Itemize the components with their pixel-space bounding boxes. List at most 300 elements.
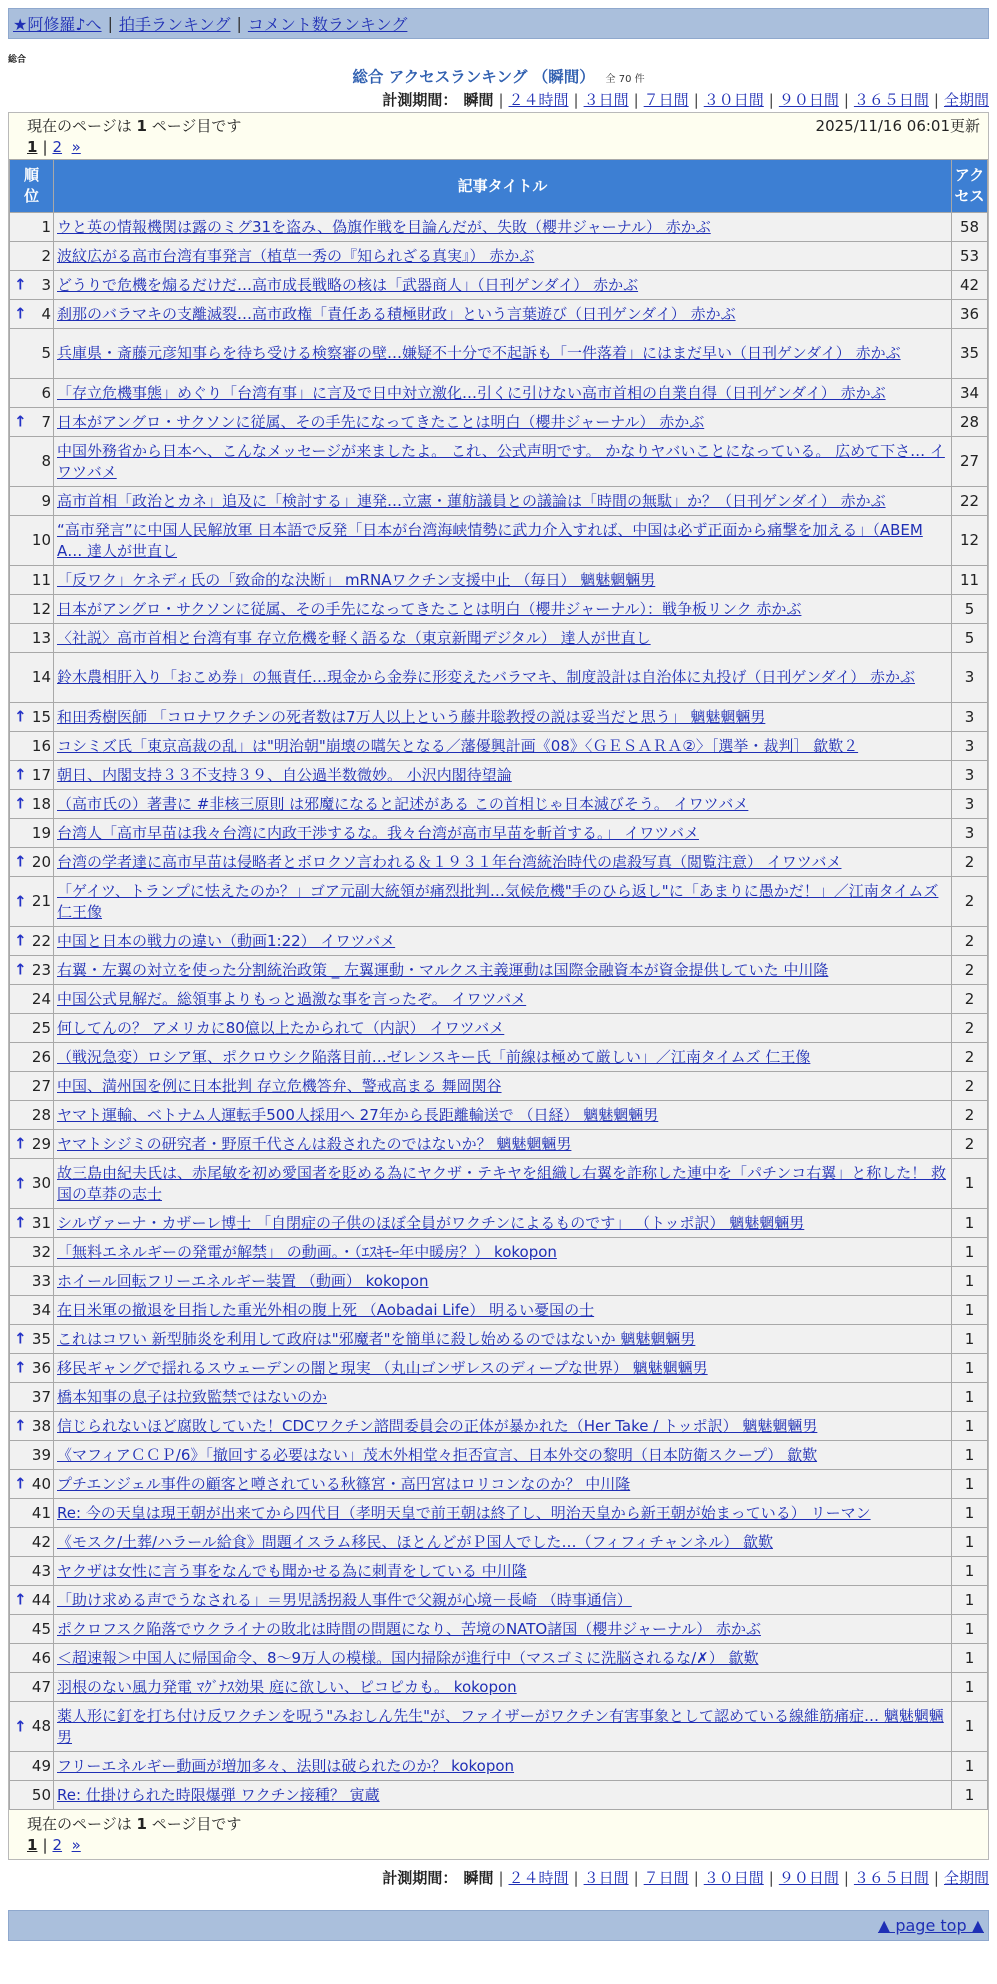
title-cell	[54, 1499, 952, 1528]
table-row	[10, 790, 988, 819]
period-separator: |	[843, 91, 849, 109]
rank-up-arrow-icon: ↑	[14, 275, 27, 294]
article-title-link[interactable]: 台湾人「高市早苗は我々台湾に内政干渉するな。我々台湾が高市早苗を斬首する。」 イワツバメ	[57, 823, 699, 842]
period-link[interactable]: ２４時間	[508, 91, 569, 109]
rank-cell	[10, 1209, 54, 1238]
title-cell	[54, 1383, 952, 1412]
article-title-link[interactable]: 中国、満州国を例に日本批判 存立危機答弁、警戒高まる 舞岡関谷	[57, 1076, 502, 1095]
period-label: 計測期間：	[382, 91, 458, 109]
title-cell	[54, 624, 952, 653]
title-cell	[54, 329, 952, 379]
article-title-link[interactable]: 「反ワク」ケネディ氏の「致命的な決断」 mRNAワクチン支援中止 （毎日） 魑魅魍魎男	[57, 570, 656, 589]
rank-up-arrow-icon: ↑	[14, 765, 27, 784]
table-row	[10, 1383, 988, 1412]
title-cell	[54, 595, 952, 624]
article-title-link[interactable]: 中国公式見解だ。総領事よりもっと過激な事を言ったぞ。 イワツバメ	[57, 989, 527, 1008]
access-count: 1	[952, 1296, 988, 1325]
rank-number: 35	[31, 1329, 51, 1348]
table-row	[10, 1267, 988, 1296]
article-title-link[interactable]: 中国と日本の戦力の違い（動画1:22） イワツバメ	[57, 931, 396, 950]
title-cell	[54, 1673, 952, 1702]
access-count: 1	[952, 1412, 988, 1441]
period-selector	[8, 88, 989, 112]
rank-up-arrow-icon: ↑	[14, 1134, 27, 1153]
article-title-link[interactable]: 何してんの？ アメリカに80億以上たかられて（内訳） イワツバメ	[57, 1018, 505, 1037]
rank-cell	[10, 1130, 54, 1159]
title-cell	[54, 956, 952, 985]
article-title-link[interactable]: シルヴァーナ・カザーレ博士 「自閉症の子供のほぼ全員がワクチンによるものです」 （トッポ訳） 魑魅魍魎男	[57, 1213, 805, 1232]
rank-number: 43	[31, 1561, 51, 1580]
access-count: 2	[952, 1043, 988, 1072]
next-page-link[interactable]: »	[71, 1836, 81, 1854]
title-cell	[54, 1130, 952, 1159]
rank-cell	[10, 1673, 54, 1702]
rank-cell	[10, 1267, 54, 1296]
rank-cell	[10, 985, 54, 1014]
rank-cell	[10, 1072, 54, 1101]
rank-cell	[10, 300, 54, 329]
rank-up-arrow-icon: ↑	[14, 892, 27, 910]
access-column-header: アクセス	[952, 160, 988, 213]
article-title-link[interactable]: 波紋広がる高市台湾有事発言（植草一秀の『知られざる真実』） 赤かぶ	[57, 246, 535, 265]
rank-cell	[10, 1043, 54, 1072]
article-title-link[interactable]: Re: 今の天皇は現王朝が出来てから四代目（孝明天皇で前王朝は終了し、明治天皇から新王朝が始まっている） リーマン	[57, 1503, 871, 1522]
rank-number: 15	[31, 707, 51, 726]
table-row	[10, 819, 988, 848]
period-link[interactable]: ３０日間	[703, 1869, 764, 1887]
table-row	[10, 1644, 988, 1673]
article-title-link[interactable]: 高市首相「政治とカネ」追及に「検討する」連発…立憲・蓮舫議員との議論は「時間の無駄」か？（日刊ゲンダイ） 赤かぶ	[57, 491, 886, 510]
title-cell	[54, 1557, 952, 1586]
table-row	[10, 1325, 988, 1354]
access-count: 1	[952, 1238, 988, 1267]
rank-up-arrow-icon: ↑	[14, 1590, 27, 1609]
rank-cell	[10, 761, 54, 790]
rank-cell	[10, 1325, 54, 1354]
access-count: 1	[952, 1325, 988, 1354]
article-title-link[interactable]: ウと英の情報機関は露のミグ31を盗み、偽旗作戦を目論んだが、失敗（櫻井ジャーナル） 赤かぶ	[57, 217, 711, 236]
clap-ranking-link[interactable]: 拍手ランキング	[118, 15, 231, 34]
period-selector-bottom	[8, 1866, 989, 1890]
access-count: 2	[952, 1101, 988, 1130]
rank-number: 2	[41, 246, 51, 265]
period-link[interactable]: ７日間	[643, 91, 689, 109]
page-1-current: 1	[27, 1836, 38, 1854]
access-count: 35	[952, 329, 988, 379]
pagination	[9, 137, 988, 159]
title-cell	[54, 1072, 952, 1101]
title-cell	[54, 300, 952, 329]
title-cell	[54, 1043, 952, 1072]
table-row	[10, 1238, 988, 1267]
access-count: 58	[952, 213, 988, 242]
access-count: 2	[952, 985, 988, 1014]
title-cell	[54, 1752, 952, 1781]
access-count: 1	[952, 1159, 988, 1209]
rank-up-arrow-icon: ↑	[14, 931, 27, 950]
article-title-link[interactable]: 薬人形に釘を打ち付け反ワクチンを呪う"みおしん先生"が、ファイザーがワクチン有害事象として認めている線維筋痛症… 魑魅魍魎男	[57, 1706, 944, 1746]
article-title-link[interactable]: ヤマトシジミの研究者・野原千代さんは殺されたのではないか？ 魑魅魍魎男	[57, 1134, 572, 1153]
table-row	[10, 1470, 988, 1499]
rank-number: 38	[31, 1416, 51, 1435]
article-title-link[interactable]: 橋本知事の息子は拉致監禁ではないのか	[57, 1387, 328, 1406]
rank-cell	[10, 877, 54, 927]
page-info-bottom	[9, 1810, 988, 1835]
period-link[interactable]: ３６５日間	[853, 1869, 929, 1887]
title-cell	[54, 1412, 952, 1441]
title-cell	[54, 242, 952, 271]
rank-number: 7	[41, 412, 51, 431]
rank-cell	[10, 653, 54, 703]
access-count: 5	[952, 595, 988, 624]
period-separator: |	[633, 91, 639, 109]
rank-up-arrow-icon: ↑	[14, 304, 27, 323]
title-cell	[54, 927, 952, 956]
table-row	[10, 1781, 988, 1810]
rank-cell	[10, 271, 54, 300]
table-row	[10, 408, 988, 437]
table-row	[10, 732, 988, 761]
article-title-link[interactable]: 日本がアングロ・サクソンに従属、その手先になってきたことは明白（櫻井ジャーナル）：戦争板リンク 赤かぶ	[57, 599, 802, 618]
rank-number: 12	[31, 599, 51, 618]
rank-number: 4	[41, 304, 51, 323]
access-count: 42	[952, 271, 988, 300]
article-title-link[interactable]: 故三島由紀夫氏は、赤尾敏を初め愛国者を貶める為にヤクザ・テキヤを組織し右翼を詐称した連中を「パチンコ右翼」と称した！ 救国の草莽の志士	[57, 1163, 947, 1203]
article-title-link[interactable]: 日本がアングロ・サクソンに従属、その手先になってきたことは明白（櫻井ジャーナル） 赤かぶ	[57, 412, 705, 431]
current-page-number: 1	[136, 1815, 147, 1833]
rank-cell	[10, 1752, 54, 1781]
current-page-suffix: ページ目です	[146, 117, 242, 135]
title-cell	[54, 819, 952, 848]
rank-cell	[10, 213, 54, 242]
rank-number: 30	[31, 1174, 51, 1192]
access-count: 36	[952, 300, 988, 329]
article-title-link[interactable]: 台湾の学者達に高市早苗は侵略者とボロクソ言われる＆１９３１年台湾統治時代の虐殺写真（閲覧注意） イワツバメ	[57, 852, 842, 871]
period-separator: |	[633, 1869, 639, 1887]
rank-cell	[10, 408, 54, 437]
article-title-link[interactable]: 朝日、内閣支持３３不支持３９、自公過半数微妙。 小沢内閣待望論	[57, 765, 512, 784]
title-cell	[54, 1014, 952, 1043]
access-count: 12	[952, 516, 988, 566]
article-title-link[interactable]: 「助け求める声でうなされる」＝男児誘拐殺人事件で父親が心境－長崎 （時事通信）	[57, 1590, 632, 1609]
period-link[interactable]: ２４時間	[508, 1869, 569, 1887]
title-cell	[54, 516, 952, 566]
current-page-prefix: 現在のページは	[27, 1815, 137, 1833]
table-row	[10, 761, 988, 790]
rank-cell	[10, 848, 54, 877]
access-count: 11	[952, 566, 988, 595]
access-count: 34	[952, 379, 988, 408]
title-cell	[54, 761, 952, 790]
access-count: 2	[952, 927, 988, 956]
title-cell	[54, 408, 952, 437]
rank-cell	[10, 1412, 54, 1441]
period-separator: |	[933, 1869, 939, 1887]
rank-cell	[10, 1441, 54, 1470]
title-cell	[54, 1615, 952, 1644]
period-current: 瞬間	[463, 1869, 494, 1887]
rank-number: 21	[31, 892, 51, 910]
rank-number: 27	[31, 1076, 51, 1095]
title-cell	[54, 1209, 952, 1238]
article-title-link[interactable]: 信じられないほど腐敗していた！CDCワクチン諮問委員会の正体が暴かれた（Her Take / トッポ訳） 魑魅魍魎男	[57, 1416, 818, 1435]
rank-cell	[10, 329, 54, 379]
access-count: 3	[952, 653, 988, 703]
article-title-link[interactable]: ホイール回転フリーエネルギー装置 （動画） kokopon	[57, 1271, 429, 1290]
ranking-panel	[8, 112, 989, 1860]
table-row	[10, 1159, 988, 1209]
title-cell	[54, 790, 952, 819]
title-cell	[54, 1296, 952, 1325]
table-row	[10, 1557, 988, 1586]
table-row	[10, 1412, 988, 1441]
rank-number: 34	[31, 1300, 51, 1319]
title-cell	[54, 1586, 952, 1615]
comment-ranking-link[interactable]: コメント数ランキング	[247, 15, 408, 34]
category-label: 総合	[8, 55, 27, 65]
rank-number: 20	[31, 852, 51, 871]
current-page-text	[27, 115, 241, 137]
access-count: 1	[952, 1644, 988, 1673]
table-row	[10, 1101, 988, 1130]
article-title-link[interactable]: フリーエネルギー動画が増加多々、法則は破られたのか？ kokopon	[57, 1756, 515, 1775]
rank-number: 45	[31, 1619, 51, 1638]
page-2-link[interactable]: 2	[52, 138, 63, 156]
article-title-link[interactable]: 在日米軍の撤退を目指した重光外相の腹上死 （Aobadai Life） 明るい憂国の士	[57, 1300, 595, 1319]
table-row	[10, 877, 988, 927]
pagination-bottom	[9, 1835, 988, 1859]
table-row	[10, 703, 988, 732]
rank-number: 13	[31, 628, 51, 647]
article-title-link[interactable]: 鈴木農相肝入り「おこめ券」の無責任…現金から金券に形変えたバラマキ、制度設計は自治体に丸投げ（日刊ゲンダイ） 赤かぶ	[57, 668, 915, 686]
rank-cell	[10, 1586, 54, 1615]
access-count: 3	[952, 790, 988, 819]
rank-cell	[10, 1781, 54, 1810]
table-row	[10, 1296, 988, 1325]
title-cell	[54, 1238, 952, 1267]
table-row	[10, 437, 988, 487]
article-title-link[interactable]: ヤマト運輸、ベトナム人運転手500人採用へ 27年から長距離輸送で （日経） 魑魅魍魎男	[57, 1105, 659, 1124]
article-title-link[interactable]: コシミズ氏「東京高裁の乱」は"明治朝"崩壊の嚆矢となる／藩優興計画《08》〈ＧＥＳＡＲＡ②〉［選挙・裁判］ 歙歎２	[57, 736, 859, 755]
table-row	[10, 624, 988, 653]
period-link[interactable]: ３６５日間	[853, 91, 929, 109]
article-title-link[interactable]: （高市氏の）著書に #非核三原則 は邪魔になると記述がある この首相じゃ日本滅びそう。 イワツバメ	[57, 794, 749, 813]
ranking-table-body	[10, 213, 988, 1810]
rank-cell	[10, 624, 54, 653]
table-row	[10, 1354, 988, 1383]
rank-up-arrow-icon: ↑	[14, 1717, 27, 1735]
article-title-link[interactable]: 中国外務省から日本へ、こんなメッセージが来ましたよ。 これ、公式声明です。 かなりヤバいことになっている。 広めて下さ… イワツバメ	[57, 441, 945, 481]
access-count: 1	[952, 1557, 988, 1586]
article-title-link[interactable]: 「無料エネルギーの発電が解禁」 の動画。・（ｴｽｷﾓｰ年中暖房？） kokopon	[57, 1242, 557, 1261]
rank-number: 46	[31, 1648, 51, 1667]
nav-separator: |	[107, 14, 113, 33]
title-cell	[54, 1528, 952, 1557]
access-count: 5	[952, 624, 988, 653]
rank-up-arrow-icon: ↑	[14, 1329, 27, 1348]
article-title-link[interactable]: Re: 仕掛けられた時限爆弾 ワクチン接種？ 寅蔵	[57, 1785, 380, 1804]
period-link[interactable]: 全期間	[943, 1869, 989, 1887]
rank-up-arrow-icon: ↑	[14, 1174, 27, 1192]
article-title-link[interactable]: プチエンジェル事件の顧客と噂されている秋篠宮・高円宮はロリコンなのか？ 中川隆	[57, 1474, 631, 1493]
table-row	[10, 1586, 988, 1615]
article-title-link[interactable]: ポクロフスク陥落でウクライナの敗北は時間の問題になり、苦境のNATO諸国（櫻井ジャーナル） 赤かぶ	[57, 1619, 761, 1638]
period-link[interactable]: ９０日間	[778, 91, 839, 109]
period-link[interactable]: ９０日間	[778, 1869, 839, 1887]
page-2-link[interactable]: 2	[52, 1836, 63, 1854]
access-count: 2	[952, 848, 988, 877]
article-title-link[interactable]: 刹那のバラマキの支離滅裂…高市政権「責任ある積極財政」という言葉遊び（日刊ゲンダイ） 赤かぶ	[57, 304, 736, 323]
period-separator: |	[843, 1869, 849, 1887]
access-count: 1	[952, 1615, 988, 1644]
article-title-link[interactable]: 移民ギャングで揺れるスウェーデンの闇と現実 （丸山ゴンザレスのディープな世界） 魑魅魍魎男	[57, 1358, 708, 1377]
table-row	[10, 653, 988, 703]
article-title-link[interactable]: 羽根のない風力発電 ﾏｸﾞﾅｽ効果 庭に欲しい、ピコピカも。 kokopon	[57, 1677, 517, 1696]
table-row	[10, 1528, 988, 1557]
rank-number: 24	[31, 989, 51, 1008]
article-title-link[interactable]: 和田秀樹医師 「コロナワクチンの死者数は7万人以上という藤井聡教授の説は妥当だと思う」 魑魅魍魎男	[57, 707, 766, 726]
rank-cell	[10, 1383, 54, 1412]
title-cell	[54, 848, 952, 877]
rank-cell	[10, 956, 54, 985]
rank-number: 40	[31, 1474, 51, 1493]
table-row	[10, 379, 988, 408]
rank-cell	[10, 1296, 54, 1325]
period-link[interactable]: ３日間	[583, 1869, 629, 1887]
access-count: 3	[952, 819, 988, 848]
rank-up-arrow-icon: ↑	[14, 960, 27, 979]
next-page-link[interactable]: »	[71, 138, 81, 156]
page-separator: |	[42, 138, 48, 156]
period-separator: |	[768, 91, 774, 109]
title-cell	[54, 1354, 952, 1383]
rank-up-arrow-icon: ↑	[14, 1213, 27, 1232]
table-row	[10, 242, 988, 271]
article-title-link[interactable]: 「ゲイツ、トランプに怯えたのか？」ゴア元副大統領が痛烈批判…気候危機"手のひら返し"に「あまりに愚かだ！」／江南タイムズ 仁王像	[57, 881, 939, 921]
title-cell	[54, 877, 952, 927]
rank-number: 1	[41, 217, 51, 236]
rank-up-arrow-icon: ↑	[14, 794, 27, 813]
period-current: 瞬間	[463, 91, 494, 109]
access-count: 3	[952, 761, 988, 790]
article-title-link[interactable]: 《モスク/土葬/ハラール給食》問題イスラム移民、ほとんどがＰ国人でした…（フィフィチャンネル） 歙歎	[57, 1532, 773, 1551]
title-cell	[54, 566, 952, 595]
title-cell	[54, 487, 952, 516]
article-title-link[interactable]: ＜超速報＞中国人に帰国命令、8～9万人の模様。国内掃除が進行中（マスゴミに洗脳されるな/✗） 歙歎	[57, 1648, 759, 1667]
title-cell	[54, 1159, 952, 1209]
access-count: 3	[952, 703, 988, 732]
rank-number: 26	[31, 1047, 51, 1066]
access-count: 3	[952, 732, 988, 761]
access-count: 22	[952, 487, 988, 516]
rank-number: 32	[31, 1242, 51, 1261]
rank-number: 44	[31, 1590, 51, 1609]
article-title-link[interactable]: 兵庫県・斎藤元彦知事らを待ち受ける検察審の壁…嫌疑不十分で不起訴も「一件落着」にはまだ早い（日刊ゲンダイ） 赤かぶ	[57, 344, 901, 362]
nav-separator: |	[236, 14, 242, 33]
article-title-link[interactable]: 《マフィアＣＣＰ/6》「撤回する必要はない」茂木外相堂々拒否宣言、日本外交の黎明（日本防衛スクープ） 歙歎	[57, 1445, 818, 1464]
article-title-link[interactable]: これはコワい 新型肺炎を利用して政府は"邪魔者"を簡単に殺し始めるのではないか 魑魅魍魎男	[57, 1329, 696, 1348]
rank-cell	[10, 1238, 54, 1267]
access-count: 1	[952, 1781, 988, 1810]
table-row	[10, 1752, 988, 1781]
footer-bar	[8, 1910, 989, 1941]
rank-number: 33	[31, 1271, 51, 1290]
rank-cell	[10, 1470, 54, 1499]
rank-number: 49	[31, 1756, 51, 1775]
rank-cell	[10, 927, 54, 956]
title-cell	[54, 1781, 952, 1810]
page-top-link[interactable]: ▲ page top ▲	[877, 1916, 984, 1935]
access-count: 1	[952, 1673, 988, 1702]
rank-cell	[10, 1499, 54, 1528]
access-count: 1	[952, 1354, 988, 1383]
access-count: 1	[952, 1383, 988, 1412]
access-count: 2	[952, 956, 988, 985]
access-count: 1	[952, 1267, 988, 1296]
rank-cell	[10, 1101, 54, 1130]
rank-up-arrow-icon: ↑	[14, 852, 27, 871]
period-link[interactable]: ３０日間	[703, 91, 764, 109]
rank-cell	[10, 566, 54, 595]
page-separator: |	[42, 1836, 48, 1854]
table-row	[10, 985, 988, 1014]
table-row	[10, 1499, 988, 1528]
access-count: 53	[952, 242, 988, 271]
period-link[interactable]: ７日間	[643, 1869, 689, 1887]
title-cell	[54, 271, 952, 300]
title-cell	[54, 1470, 952, 1499]
rank-number: 47	[31, 1677, 51, 1696]
ranking-title: 総合 アクセスランキング （瞬間）	[352, 68, 595, 86]
article-title-link[interactable]: 右翼・左翼の対立を使った分割統治政策 _ 左翼運動・マルクス主義運動は国際金融資本が資金提供していた 中川隆	[57, 960, 829, 979]
access-count: 1	[952, 1470, 988, 1499]
period-link[interactable]: ３日間	[583, 91, 629, 109]
table-row	[10, 1014, 988, 1043]
rank-cell	[10, 1644, 54, 1673]
article-title-link[interactable]: “高市発言”に中国人民解放軍 日本語で反発「日本が台湾海峡情勢に武力介入すれば、中国は必ず正面から痛撃を加える」（ABEMA… 達人が世直し	[57, 520, 923, 560]
rank-number: 42	[31, 1532, 51, 1551]
access-count: 1	[952, 1752, 988, 1781]
rank-number: 11	[31, 570, 51, 589]
rank-number: 14	[31, 668, 51, 686]
article-title-link[interactable]: どうりで危機を煽るだけだ…高市成長戦略の核は「武器商人」（日刊ゲンダイ） 赤かぶ	[57, 275, 639, 294]
article-title-link[interactable]: ヤクザは女性に言う事をなんでも聞かせる為に刺青をしている 中川隆	[57, 1561, 527, 1580]
period-separator: |	[498, 91, 504, 109]
rank-number: 3	[41, 275, 51, 294]
rank-up-arrow-icon: ↑	[14, 1474, 27, 1493]
access-count: 1	[952, 1441, 988, 1470]
home-link[interactable]: ★阿修羅♪へ	[13, 15, 102, 34]
article-title-link[interactable]: 〈社説〉高市首相と台湾有事 存立危機を軽く語るな（東京新聞デジタル） 達人が世直し	[57, 628, 651, 647]
rank-cell	[10, 379, 54, 408]
period-separator: |	[693, 1869, 699, 1887]
access-count: 27	[952, 437, 988, 487]
article-title-link[interactable]: （戦況急変）ロシア軍、ポクロウシク陥落目前…ゼレンスキー氏「前線は極めて厳しい」／江南タイムズ 仁王像	[57, 1047, 811, 1066]
rank-cell	[10, 1615, 54, 1644]
updated-timestamp: 2025/11/16 06:01更新	[815, 117, 980, 135]
rank-cell	[10, 1014, 54, 1043]
period-link[interactable]: 全期間	[943, 91, 989, 109]
article-title-link[interactable]: 「存立危機事態」めぐり「台湾有事」に言及で日中対立激化…引くに引けない高市首相の自業自得（日刊ゲンダイ） 赤かぶ	[57, 383, 886, 402]
rank-up-arrow-icon: ↑	[14, 1358, 27, 1377]
period-separator: |	[573, 1869, 579, 1887]
table-row	[10, 487, 988, 516]
table-row	[10, 271, 988, 300]
title-cell	[54, 213, 952, 242]
table-row	[10, 848, 988, 877]
table-row	[10, 1615, 988, 1644]
rank-number: 29	[31, 1134, 51, 1153]
